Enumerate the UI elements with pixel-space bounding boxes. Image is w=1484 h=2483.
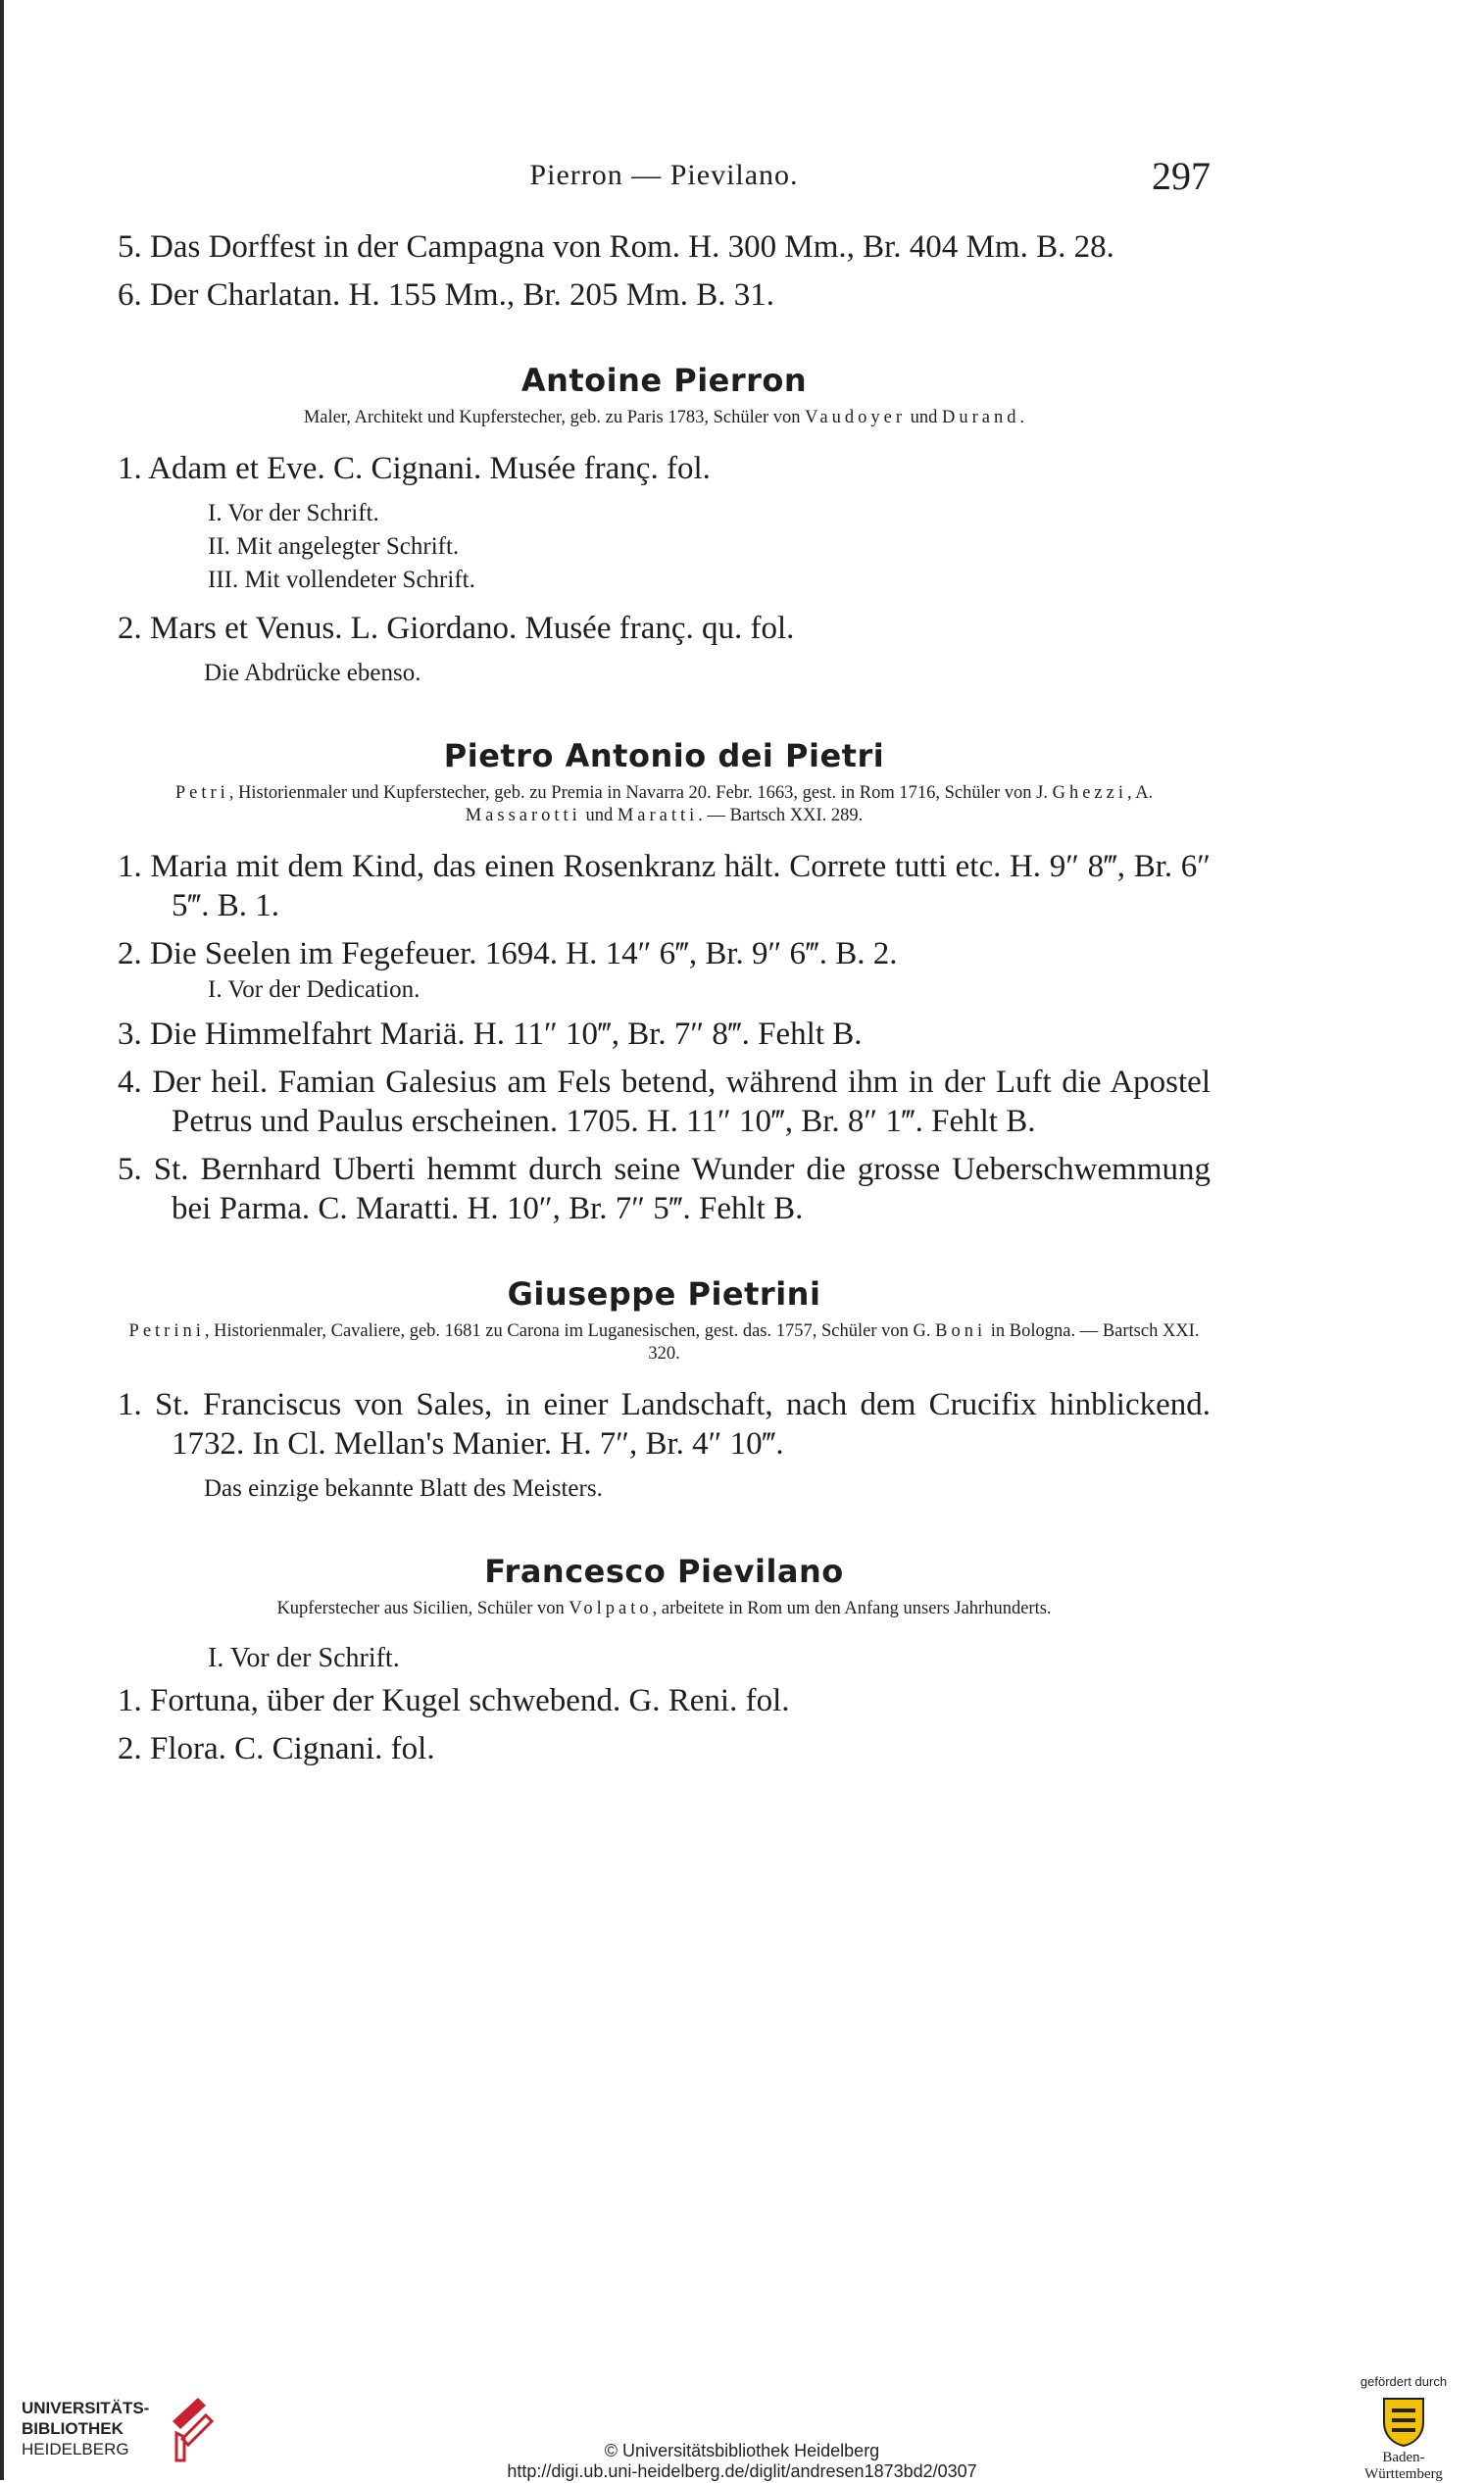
plate-state: I. Vor der Schrift. [208, 1643, 400, 1673]
catalogue-entry: 5. Das Dorffest in der Campagna von Rom. H. 300 Mm., Br. 404 Mm. B. 28. [118, 229, 1114, 265]
state-crest-icon [1380, 2393, 1427, 2448]
bio-spaced-name: Volpato [569, 1599, 653, 1618]
catalogue-entry: 1. Adam et Eve. C. Cignani. Musée franç. fol. [118, 451, 711, 486]
library-name-line: UNIVERSITÄTS- [22, 2399, 150, 2417]
bio-spaced-name: Massarotti [465, 806, 581, 825]
plate-state: II. Mit angelegter Schrift. [208, 533, 460, 560]
section-heading-pietrini: Giuseppe Pietrini [507, 1275, 821, 1313]
sponsor-name: Baden-Württemberg [1364, 2450, 1443, 2482]
bio-text: Kupferstecher aus Sicilien, Schüler von [276, 1599, 569, 1618]
bio-spaced-name: Durand [942, 408, 1020, 427]
sponsor-label: gefördert durch [1360, 2374, 1448, 2389]
artist-bio [118, 407, 1211, 429]
page-content [118, 227, 1211, 1777]
catalogue-entry: 4. Der heil. Famian Galesius am Fels betend, während ihm in der Luft die Apostel Petrus und Paulus erscheinen. 1705. H. 11″ 10‴, Br. 8″ 1‴. Fehlt B. [118, 1065, 1211, 1139]
catalogue-entry: 1. Fortuna, über der Kugel schwebend. G. Reni. fol. [118, 1683, 790, 1718]
bio-spaced-name: Ghezzi [1052, 783, 1127, 803]
section-heading-pietri: Pietro Antonio dei Pietri [443, 737, 885, 774]
source-url-link[interactable]: http://digi.ub.uni-heidelberg.de/diglit/andresen1873bd2/0307 [507, 2461, 977, 2481]
catalogue-entry: 1. St. Franciscus von Sales, in einer Landschaft, nach dem Crucifix hinblickend. 1732. In Cl. Mellan's Manier. H. 7″, Br. 4″ 10‴. [118, 1387, 1211, 1462]
sponsor-block[interactable] [1345, 2374, 1462, 2483]
page-number: 297 [1152, 154, 1211, 198]
catalogue-entry: 6. Der Charlatan. H. 155 Mm., Br. 205 Mm. B. 31. [118, 277, 775, 313]
bio-spaced-name: Vaudoyer [805, 408, 907, 427]
artist-bio [118, 782, 1211, 827]
bio-text: , Historienmaler, Cavaliere, geb. 1681 zu Carona im Luganesischen, gest. das. 1757, Schüler von G. [204, 1321, 936, 1341]
catalogue-entry: 5. St. Bernhard Uberti hemmt durch seine Wunder die grosse Ueberschwemmung bei Parma. C. Maratti. H. 10″, Br. 7″ 5‴. Fehlt B. [118, 1152, 1211, 1226]
copyright-block [0, 2441, 1484, 2482]
running-header [118, 154, 1211, 200]
bio-spaced-name: Petri [174, 783, 229, 803]
plate-state: I. Vor der Dedication. [208, 976, 420, 1003]
entry-note: Die Abdrücke ebenso. [204, 660, 421, 686]
bio-text: und [580, 806, 618, 825]
bio-text: Maler, Architekt und Kupferstecher, geb. zu Paris 1783, Schüler von [303, 408, 806, 427]
catalogue-entry: 2. Flora. C. Cignani. fol. [118, 1731, 435, 1766]
catalogue-entry: 3. Die Himmelfahrt Mariä. H. 11″ 10‴, Br. 7″ 8‴. Fehlt B. [118, 1017, 863, 1052]
copyright-text: © Universitätsbibliothek Heidelberg [604, 2441, 880, 2460]
section-heading-pierron: Antoine Pierron [520, 362, 808, 399]
running-title: Pierron — Pievilano. [529, 159, 799, 191]
bio-text: . [1019, 408, 1025, 427]
catalogue-entry: 2. Mars et Venus. L. Giordano. Musée franç. qu. fol. [118, 611, 795, 646]
bio-spaced-name: Maratti [617, 806, 699, 825]
plate-state: III. Mit vollendeter Schrift. [208, 567, 475, 593]
entry-note: Das einzige bekannte Blatt des Meisters. [204, 1475, 603, 1502]
bio-text: und [906, 408, 943, 427]
bio-text: , A. [1126, 783, 1154, 803]
artist-bio [118, 1598, 1211, 1620]
page-edge [0, 0, 4, 2480]
artist-bio [118, 1320, 1211, 1366]
bio-text: , arbeitete in Rom um den Anfang unsers Jahrhunderts. [652, 1599, 1052, 1618]
bio-text: . — Bartsch XXI. 289. [698, 806, 864, 825]
bio-text: , Historienmaler und Kupferstecher, geb. zu Premia in Navarra 20. Febr. 1663, gest. in Rom 1716, Schüler von J. [228, 783, 1053, 803]
bio-spaced-name: Boni [935, 1321, 987, 1341]
bio-text: in Bologna. — Bartsch XXI. 320. [648, 1321, 1200, 1364]
plate-state: I. Vor der Schrift. [208, 500, 379, 526]
page-footer [0, 2362, 1484, 2480]
bio-spaced-name: Petrini [128, 1321, 205, 1341]
library-name-line: BIBLIOTHEK [22, 2419, 124, 2438]
catalogue-entry: 2. Die Seelen im Fegefeuer. 1694. H. 14″ 6‴, Br. 9″ 6‴. B. 2. [118, 936, 898, 971]
catalogue-entry: 1. Maria mit dem Kind, das einen Rosenkranz hält. Correte tutti etc. H. 9″ 8‴, Br. 6″ 5‴. B. 1. [118, 849, 1211, 923]
section-heading-pievilano: Francesco Pievilano [484, 1553, 844, 1590]
library-name-line: HEIDELBERG [22, 2440, 129, 2458]
